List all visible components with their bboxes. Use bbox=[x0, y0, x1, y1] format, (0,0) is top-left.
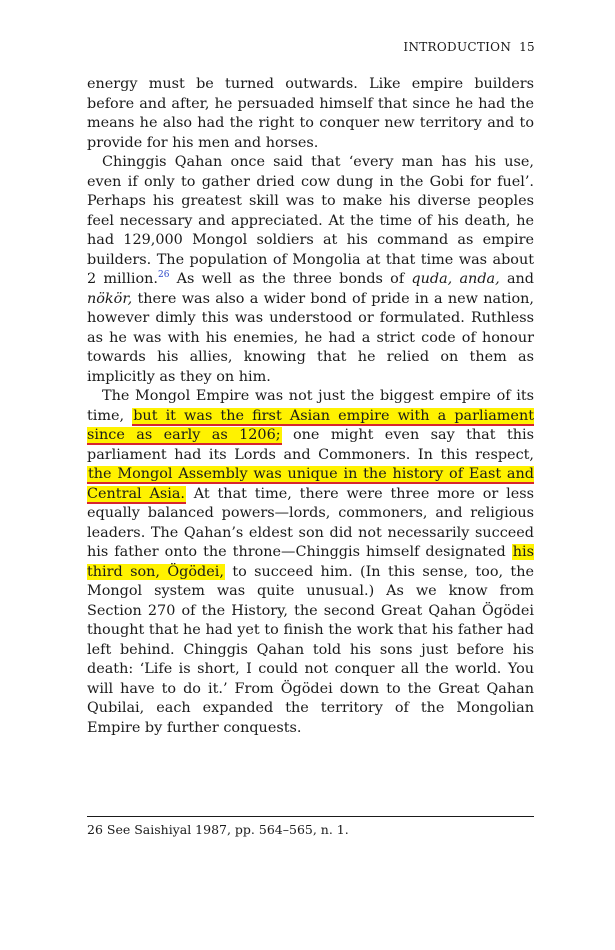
running-title: INTRODUCTION bbox=[403, 40, 512, 54]
paragraph-2-text-c: and bbox=[499, 271, 535, 287]
running-head bbox=[403, 40, 535, 54]
paragraph-2-text-d: there was also a wider bond of pride in a new nation, however dimly this was understood or formulated. Ruthless as he was with his enemies, he had a strict code of honour towards his allies, knowing that he relied on them as implicitly as they on him. bbox=[87, 290, 534, 385]
term-quda-anda: quda, anda, bbox=[411, 271, 500, 287]
highlight-third-son[interactable]: his third son, Ögödei, bbox=[87, 544, 534, 580]
highlight-parliament[interactable]: but it was the first Asian empire with a parliament since as early as 1206; bbox=[87, 407, 534, 443]
footnote: 26 See Saishiyal 1987, pp. 564–565, n. 1. bbox=[87, 822, 349, 837]
paragraph-3-text-d: to succeed him. (In this sense, too, the Mongol system was quite unusual.) As we know from Section 270 of the History, the second Great Qahan Ögödei thought that he had yet to finish the work that his father had left behind. Chinggis Qahan told his sons just before his death: ‘Life is short, I could not conquer all the world. You will have to do it.’ From Ögödei down to the Great Qahan Qubilai, each expanded the territory of the Mongolian Empire by further conquests. bbox=[87, 563, 534, 736]
paragraph-2-text-a: Chinggis Qahan once said that ‘every man has his use, even if only to gather dried cow dung in the Gobi for fuel’. Perhaps his greatest skill was to make his diverse peoples feel necessary and appreciated. At the time of his death, he had 129,000 Mongol soldiers at his command as empire builders. The population of Mongolia at that time was about 2 million. bbox=[87, 154, 534, 287]
paragraph-3-text-a: The Mongol Empire was not just the biggest empire of its time, bbox=[87, 388, 534, 424]
page-number: 15 bbox=[519, 40, 535, 54]
paragraph-3-text-b: one might even say that this parliament had its Lords and Commoners. In this respect, bbox=[87, 427, 534, 463]
paragraph-2-text-b: As well as the three bonds of bbox=[169, 271, 412, 287]
footnote-rule bbox=[87, 816, 534, 817]
paragraph-3 bbox=[87, 387, 534, 738]
body-text bbox=[87, 75, 534, 738]
highlight-mongol-assembly[interactable]: the Mongol Assembly was unique in the history of East and Central Asia. bbox=[87, 466, 534, 502]
paragraph-3-text-c: At that time, there were three more or less equally balanced powers—lords, commoners, and religious leaders. The Qahan’s eldest son did not necessarily succeed his father onto the throne—Chinggis himself designated bbox=[87, 485, 534, 560]
term-nokor: nökör, bbox=[87, 290, 133, 307]
footnote-reference[interactable]: 26 bbox=[157, 270, 170, 281]
paragraph-1: energy must be turned outwards. Like empire builders before and after, he persuaded himself that since he had the means he also had the right to conquer new territory and to provide for his men and horses. bbox=[87, 76, 534, 151]
paragraph-2 bbox=[87, 153, 534, 387]
